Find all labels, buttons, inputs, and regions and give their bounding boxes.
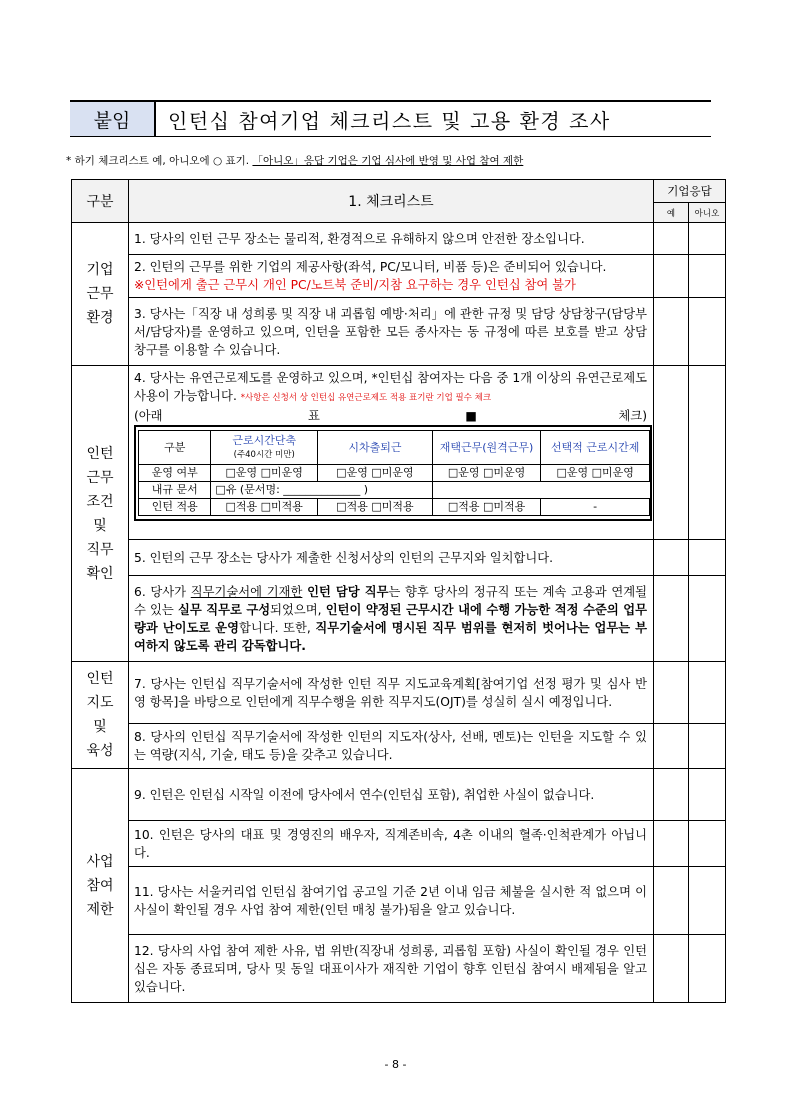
table-row: [72, 769, 726, 821]
check-item-3: 3. 당사는「직장 내 성희롱 및 직장 내 괴롭힘 예방·처리」에 관한 규정 및 담당 상담창구(담당부서/담당자)를 운영하고 있으며, 인턴을 포함한 모든 종사자는 동 규정에 따른 보호를 받고 상담 창구를 이용할 수 있습니다.: [129, 298, 654, 366]
flex-row-applied: [139, 499, 650, 516]
flex-empty-cell: [432, 482, 541, 499]
check-item-6-part: 는 향후 당사의 정규직 또는 계속 고용과 연계될 수 있는: [134, 584, 647, 617]
check-item-2: [129, 255, 654, 298]
title-box: [70, 100, 711, 137]
category-cond: [72, 366, 129, 662]
answer-no-5[interactable]: [689, 540, 726, 576]
check-item-6-part: 실무 직무로 구성: [177, 602, 271, 617]
instruction-note: [66, 153, 523, 168]
answer-yes-8[interactable]: [654, 724, 689, 769]
checklist-table: [71, 179, 726, 1003]
check-item-5: 5. 인턴의 근무 장소는 당사가 제출한 신청서상의 인턴의 근무지와 일치합니다.: [129, 540, 654, 576]
answer-no-2[interactable]: [689, 255, 726, 298]
check-item-10: 10. 인턴은 당사의 대표 및 경영진의 배우자, 직계존비속, 4촌 이내의 혈족·인척관계가 아닙니다.: [129, 821, 654, 867]
table-row: [72, 662, 726, 724]
flex-checkbox-pair[interactable]: □적용 □미적용: [211, 499, 318, 516]
flex-checkbox-pair[interactable]: □운영 □미운영: [318, 465, 433, 482]
page-title: 인턴십 참여기업 체크리스트 및 고용 환경 조사: [168, 108, 611, 133]
flex-head-reduced-hours: [211, 431, 318, 465]
flex-checkbox-pair[interactable]: □적용 □미적용: [318, 499, 433, 516]
check-item-2-warning: ※인턴에게 출근 근무시 개인 PC/노트북 준비/지참 요구하는 경우 인턴십 참여 불가: [134, 278, 576, 292]
flex-work-table: [138, 430, 650, 516]
note-underlined: 「아니오」응답 기업은 기업 심사에 반영 및 사업 참여 제한: [252, 155, 524, 167]
answer-no-3[interactable]: [689, 298, 726, 366]
check-item-4-required-note: *사항은 신청서 상 인턴십 유연근로제도 적용 표기란 기업 필수 체크: [240, 393, 492, 403]
answer-no-8[interactable]: [689, 724, 726, 769]
check-item-6-part: 되었으며,: [270, 602, 326, 617]
page-number: - 8 -: [384, 1058, 407, 1071]
check-item-1: 1. 당사의 인턴 근무 장소는 물리적, 환경적으로 유해하지 않으며 안전한 장소입니다.: [129, 223, 654, 255]
flex-row-label: 내규 문서: [139, 482, 211, 499]
check-item-6-part: 인턴 담당 직무: [307, 584, 389, 599]
flex-checkbox-pair[interactable]: □운영 □미운영: [432, 465, 541, 482]
table-row: [72, 255, 726, 298]
check-item-6: [129, 576, 654, 662]
answer-no-11[interactable]: [689, 867, 726, 935]
category-label: 인턴 근무 조건 및 직무 확인: [86, 445, 114, 582]
flex-row-operation: [139, 465, 650, 482]
flex-head-category: 구분: [139, 431, 211, 465]
answer-yes-3[interactable]: [654, 298, 689, 366]
flex-head-remote: 재택근무(원격근무): [432, 431, 541, 465]
check-item-6-part: 합니다. 또한,: [238, 620, 316, 635]
flex-checkbox-pair[interactable]: □운영 □미운영: [541, 465, 650, 482]
flex-head-selective: 선택적 근로시간제: [541, 431, 650, 465]
flex-row-document: [139, 482, 650, 499]
category-limit: [72, 769, 129, 1003]
note-prefix: * 하기 체크리스트 예, 아니오에 ○ 표기.: [66, 155, 253, 167]
flex-row-label: 운영 여부: [139, 465, 211, 482]
check-item-12: 12. 당사의 사업 참여 제한 사유, 법 위반(직장내 성희롱, 괴롭힘 포함) 사실이 확인될 경우 인턴십은 자동 종료되며, 당사 및 동일 대표이사가 재직한 기업이 향후 인턴십 참여시 배제됨을 알고 있습니다.: [129, 935, 654, 1003]
flex-head-reduced-label: 근로시간단축: [232, 433, 297, 447]
check-item-6-part: 인턴이 약정된 근무시간 내에 수행 가능한 적정 수준의 업무량과 난이도로 운영: [134, 602, 647, 635]
category-label: 사업 참여 제한: [86, 853, 114, 918]
answer-no-6[interactable]: [689, 576, 726, 662]
title-tag: 붙임: [70, 102, 156, 136]
flex-work-table-frame: [134, 425, 652, 521]
header-response: 기업응답: [654, 180, 726, 203]
check-item-8: 8. 당사의 인턴십 직무기술서에 작성한 인턴의 지도자(상사, 선배, 멘토)는 인턴을 지도할 수 있는 역량(지식, 기술, 태도 등)을 갖추고 있습니다.: [129, 724, 654, 769]
header-category: 구분: [72, 180, 129, 223]
check-item-4: [129, 366, 654, 540]
check-item-6-part: 직무기술서에 명시된 직무 범위를 현저히 벗어나는 업무는 부여하지 않도록 관리 감독합니다.: [134, 620, 648, 653]
table-row: [72, 298, 726, 366]
answer-yes-6[interactable]: [654, 576, 689, 662]
table-row: [72, 867, 726, 935]
table-row: [72, 935, 726, 1003]
category-label: 인턴 지도 및 육성: [86, 671, 114, 759]
answer-yes-4[interactable]: [654, 366, 689, 540]
answer-no-4[interactable]: [689, 366, 726, 540]
answer-yes-5[interactable]: [654, 540, 689, 576]
category-dev: [72, 662, 129, 769]
table-row: [72, 576, 726, 662]
check-item-11: 11. 당사는 서울커리업 인턴십 참여기업 공고일 기준 2년 이내 임금 체불을 실시한 적 없으며 이 사실이 확인될 경우 사업 참여 제한(인턴 매칭 불가)됨을 알고 있습니다.: [129, 867, 654, 935]
category-label: 기업 근무 환경: [86, 262, 114, 326]
check-item-6-part: 6. 당사가: [134, 584, 191, 599]
table-row: [72, 821, 726, 867]
table-row: [72, 540, 726, 576]
check-item-2-text: 2. 인턴의 근무를 위한 기업의 제공사항(좌석, PC/모니터, 비품 등)은 준비되어 있습니다.: [134, 260, 607, 274]
answer-no-7[interactable]: [689, 662, 726, 724]
check-item-7: 7. 당사는 인턴십 직무기술서에 작성한 인턴 직무 지도교육계획[참여기업 선정 평가 및 심사 반영 항목]을 바탕으로 인턴에게 직무수행을 위한 직무지도(OJT)를 성실히 실시 예정입니다.: [129, 662, 654, 724]
answer-no-9[interactable]: [689, 769, 726, 821]
header-no: 아니오: [689, 203, 726, 223]
header-checklist: 1. 체크리스트: [129, 180, 654, 223]
flex-dash: -: [541, 499, 650, 516]
header-yes: 예: [654, 203, 689, 223]
flex-row-label: 인턴 적용: [139, 499, 211, 516]
flex-document-field[interactable]: □유 (문서명: ______________ ): [211, 482, 432, 499]
answer-yes-1[interactable]: [654, 223, 689, 255]
table-row: [72, 223, 726, 255]
flex-checkbox-pair[interactable]: □운영 □미운영: [211, 465, 318, 482]
answer-yes-7[interactable]: [654, 662, 689, 724]
table-row: [72, 366, 726, 540]
answer-yes-11[interactable]: [654, 867, 689, 935]
flex-empty-cell: [541, 482, 650, 499]
table-row: [72, 724, 726, 769]
category-env: [72, 223, 129, 366]
answer-no-10[interactable]: [689, 821, 726, 867]
answer-yes-10[interactable]: [654, 821, 689, 867]
flex-head-reduced-sub: (주40시간 미만): [233, 449, 295, 460]
flex-head-staggered: 시차출퇴근: [318, 431, 433, 465]
answer-yes-9[interactable]: [654, 769, 689, 821]
check-item-4-table-note: (아래 표 ■체크): [134, 409, 647, 423]
answer-no-1[interactable]: [689, 223, 726, 255]
flex-checkbox-pair[interactable]: □적용 □미적용: [432, 499, 541, 516]
answer-yes-12[interactable]: [654, 935, 689, 1003]
check-item-6-part: 직무기술서에 기재한: [190, 584, 303, 599]
check-item-9: 9. 인턴은 인턴십 시작일 이전에 당사에서 연수(인턴십 포함), 취업한 사실이 없습니다.: [129, 769, 654, 821]
answer-yes-2[interactable]: [654, 255, 689, 298]
check-item-4-text: 4. 당사는 유연근로제도를 운영하고 있으며, *인턴십 참여자는 다음 중 1개 이상의 유연근로제도 사용이 가능합니다.: [134, 371, 647, 403]
answer-no-12[interactable]: [689, 935, 726, 1003]
